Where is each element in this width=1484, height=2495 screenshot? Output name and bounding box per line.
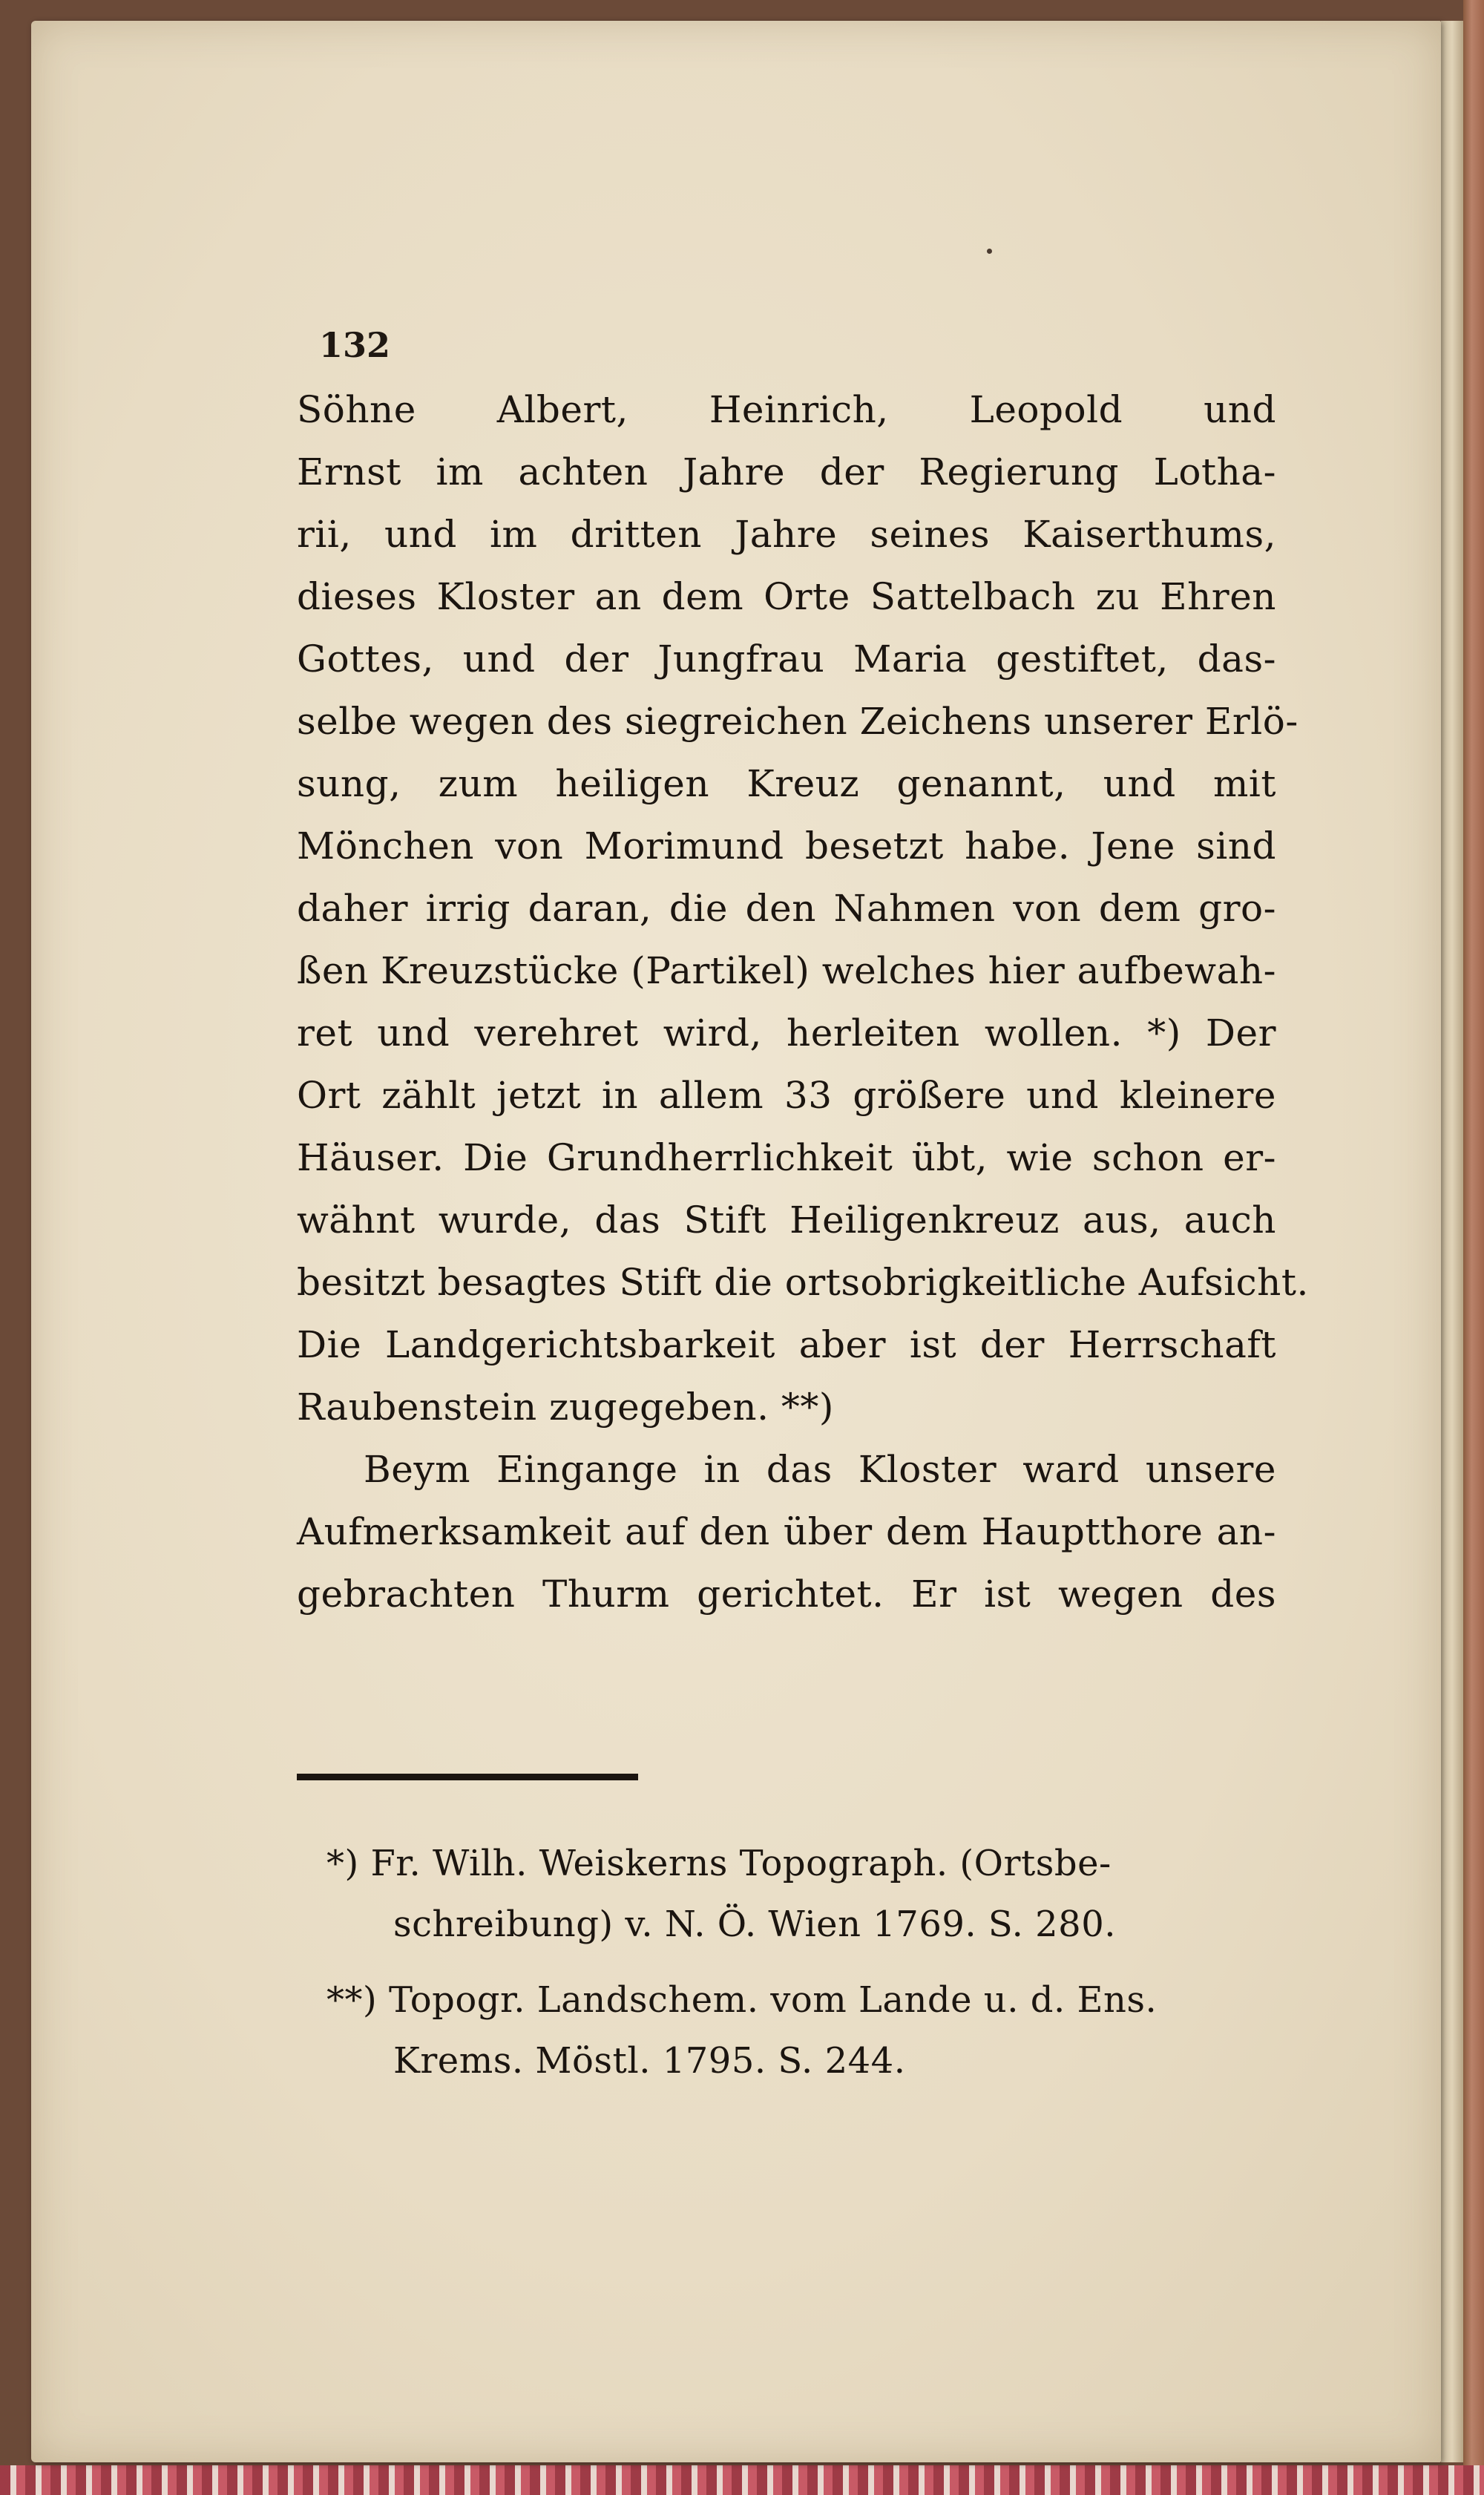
- text-line: Ort zählt jetzt in allem 33 größere und kleinere: [297, 1074, 1276, 1117]
- footnote-1-line-1: *) Fr. Wilh. Weiskerns Topograph. (Ortsbe-: [326, 1843, 1112, 1884]
- text-line: Söhne Albert, Heinrich, Leopold und: [297, 388, 1276, 431]
- text-line: Die Landgerichtsbarkeit aber ist der Herrschaft: [297, 1323, 1276, 1366]
- paragraph-start-line: Beym Eingange in das Kloster ward unsere: [364, 1448, 1276, 1491]
- body-text: [297, 378, 1309, 1625]
- paragraph-end-line: Raubenstein zugegeben. **): [297, 1386, 834, 1429]
- text-line: Häuser. Die Grundherrlichkeit übt, wie schon er-: [297, 1136, 1276, 1179]
- text-line: dieses Kloster an dem Orte Sattelbach zu Ehren: [297, 575, 1276, 618]
- text-line: daher irrig daran, die den Nahmen von dem gro-: [297, 887, 1276, 930]
- footnote-2-line-1: **) Topogr. Landschem. vom Lande u. d. Ens.: [326, 1979, 1158, 2021]
- text-line: Mönchen von Morimund besetzt habe. Jene sind: [297, 824, 1276, 868]
- text-line: Ernst im achten Jahre der Regierung Lotha-: [297, 450, 1276, 494]
- text-line: selbe wegen des siegreichen Zeichens unserer Erlö-: [297, 700, 1298, 743]
- text-line: ßen Kreuzstücke (Partikel) welches hier aufbewah-: [297, 949, 1276, 992]
- footnote-1-line-2: schreibung) v. N. Ö. Wien 1769. S. 280.: [393, 1904, 1116, 1945]
- footnotes: [326, 1833, 1276, 2091]
- text-line: gebrachten Thurm gerichtet. Er ist wegen des: [297, 1573, 1276, 1616]
- text-line: besitzt besagtes Stift die ortsobrigkeitliche Aufsicht.: [297, 1261, 1309, 1304]
- book-binding-edge: [1463, 0, 1484, 2495]
- text-line: ret und verehret wird, herleiten wollen. *) Der: [297, 1012, 1276, 1055]
- page-number: 132: [319, 325, 391, 365]
- text-line: wähnt wurde, das Stift Heiligenkreuz aus, auch: [297, 1199, 1276, 1242]
- ink-speck: [987, 249, 992, 254]
- text-line: Aufmerksamkeit auf den über dem Hauptthore an-: [297, 1510, 1276, 1553]
- book-cover-fabric: [0, 2465, 1484, 2495]
- text-line: Gottes, und der Jungfrau Maria gestiftet, das-: [297, 637, 1276, 681]
- text-line: rii, und im dritten Jahre seines Kaiserthums,: [297, 513, 1276, 556]
- footnote-2-line-2: Krems. Möstl. 1795. S. 244.: [393, 2040, 906, 2082]
- page-stack-edge: [1441, 21, 1463, 2462]
- text-line: sung, zum heiligen Kreuz genannt, und mit: [297, 762, 1276, 805]
- footnote-rule: [297, 1774, 638, 1780]
